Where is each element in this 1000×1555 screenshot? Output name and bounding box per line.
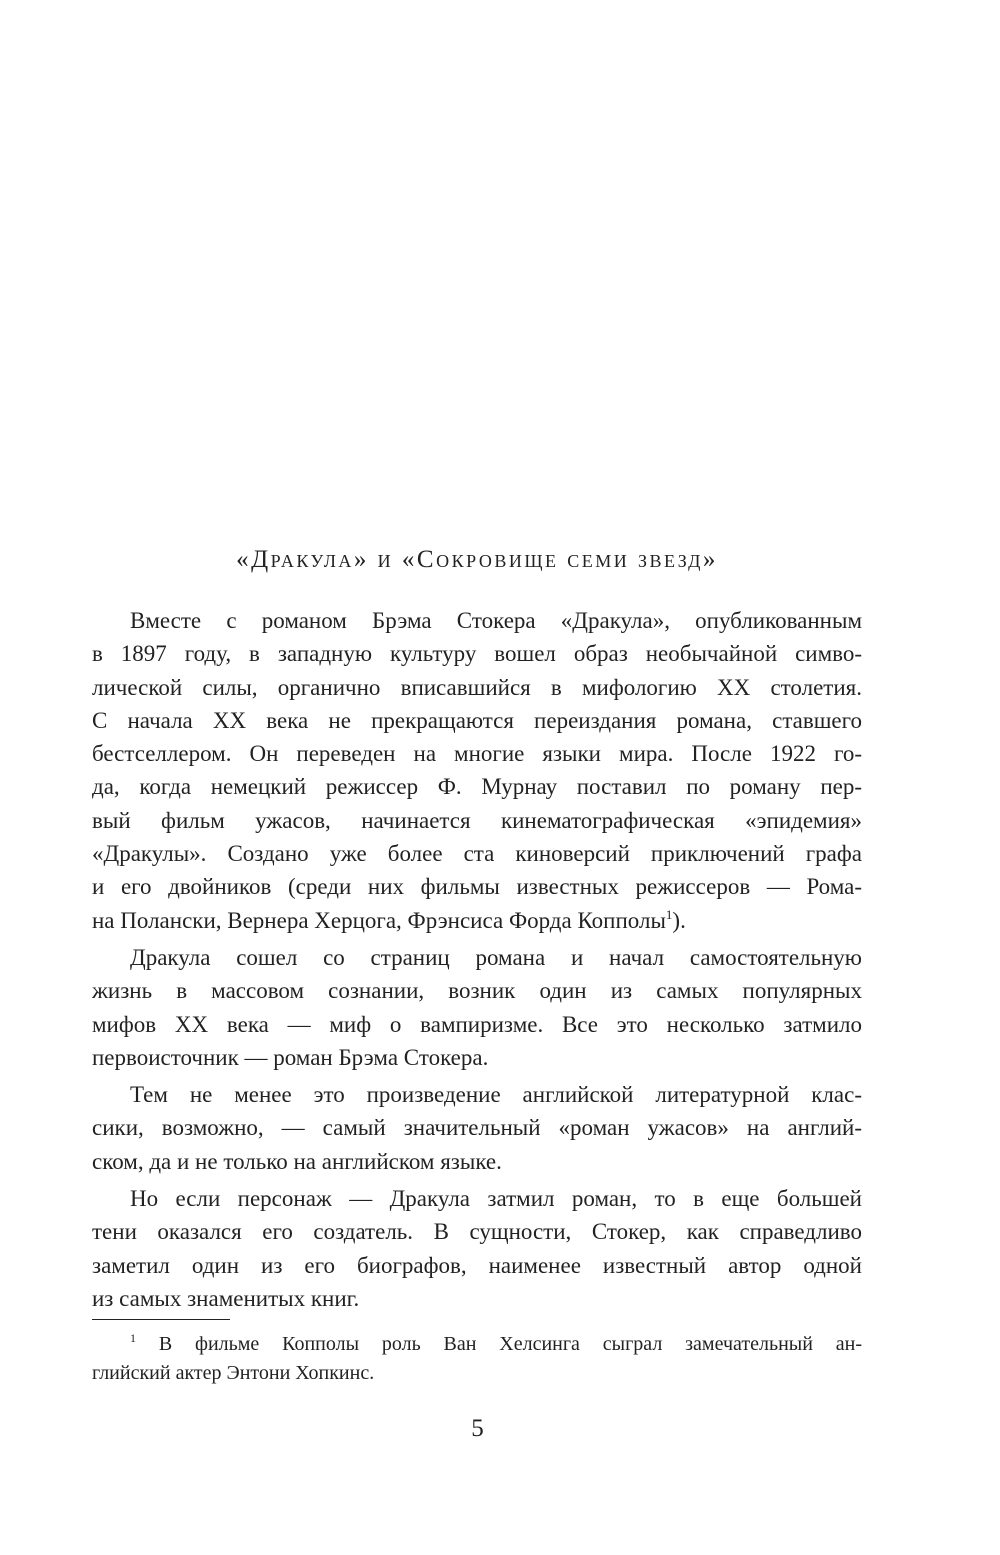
text-line-tail: ).: [672, 907, 686, 933]
footnote-text: В фильме Копполы роль Ван Хелсинга сыграл замечательный ан-: [158, 1333, 862, 1355]
text-line: ском, да и не только на английском языке.: [92, 1148, 502, 1174]
footnote-line: [92, 1330, 862, 1359]
text-line: жизнь в массовом сознании, возник один из самых популярных: [92, 978, 862, 1004]
footnote-divider: [92, 1319, 230, 1320]
text-line: вый фильм ужасов, начинается кинематографическая «эпидемия»: [92, 807, 862, 833]
paragraph: [92, 1182, 862, 1315]
text-line: Дракула сошел со страниц романа и начал самостоятельную: [130, 944, 862, 970]
text-line: первоисточник — роман Брэма Стокера.: [92, 1044, 489, 1070]
text-line: Тем не менее это произведение английской литературной клас-: [130, 1082, 862, 1108]
text-line: Но если персонаж — Дракула затмил роман, то в еще большей: [130, 1186, 862, 1212]
text-line: тени оказался его создатель. В сущности, Стокер, как справедливо: [92, 1219, 862, 1245]
paragraph: [92, 604, 862, 937]
text-line: заметил один из его биографов, наименее известный автор одной: [92, 1252, 862, 1278]
text-line: бестселлером. Он переведен на многие языки мира. После 1922 го-: [92, 741, 862, 767]
text-line: из самых знаменитых книг.: [92, 1285, 360, 1311]
footnote-line: глийский актер Энтони Хопкинс.: [92, 1362, 375, 1384]
chapter-title: «Дракула» и «Сокровище семи звезд»: [236, 546, 718, 573]
text-line: «Дракулы». Создано уже более ста киноверсий приключений графа: [92, 841, 862, 867]
text-line: лической силы, органично вписавшийся в мифологию XX столетия.: [92, 674, 862, 700]
paragraph: [92, 1078, 862, 1178]
footnote-marker: 1: [130, 1331, 136, 1345]
page-number: 5: [471, 1415, 484, 1442]
text-line: С начала XX века не прекращаются переиздания романа, ставшего: [92, 707, 862, 733]
footnote: [92, 1330, 862, 1388]
body-text: [92, 604, 862, 1319]
text-line: сики, возможно, — самый значительный «роман ужасов» на англий-: [92, 1115, 862, 1141]
text-line: Вместе с романом Брэма Стокера «Дракула», опубликованным: [130, 608, 862, 633]
text-line: мифов XX века — миф о вампиризме. Все это несколько затмило: [92, 1011, 862, 1037]
footnote-reference[interactable]: 1: [665, 906, 673, 922]
text-line: и его двойников (среди них фильмы известных режиссеров — Рома-: [92, 874, 862, 900]
text-line: в 1897 году, в западную культуру вошел образ необычайной симво-: [92, 641, 862, 667]
text-line-content: на Полански, Вернера Херцога, Фрэнсиса Форда Копполы: [92, 907, 666, 933]
text-line: да, когда немецкий режиссер Ф. Мурнау поставил по роману пер-: [92, 774, 862, 800]
text-line: [92, 904, 862, 937]
paragraph: [92, 941, 862, 1074]
